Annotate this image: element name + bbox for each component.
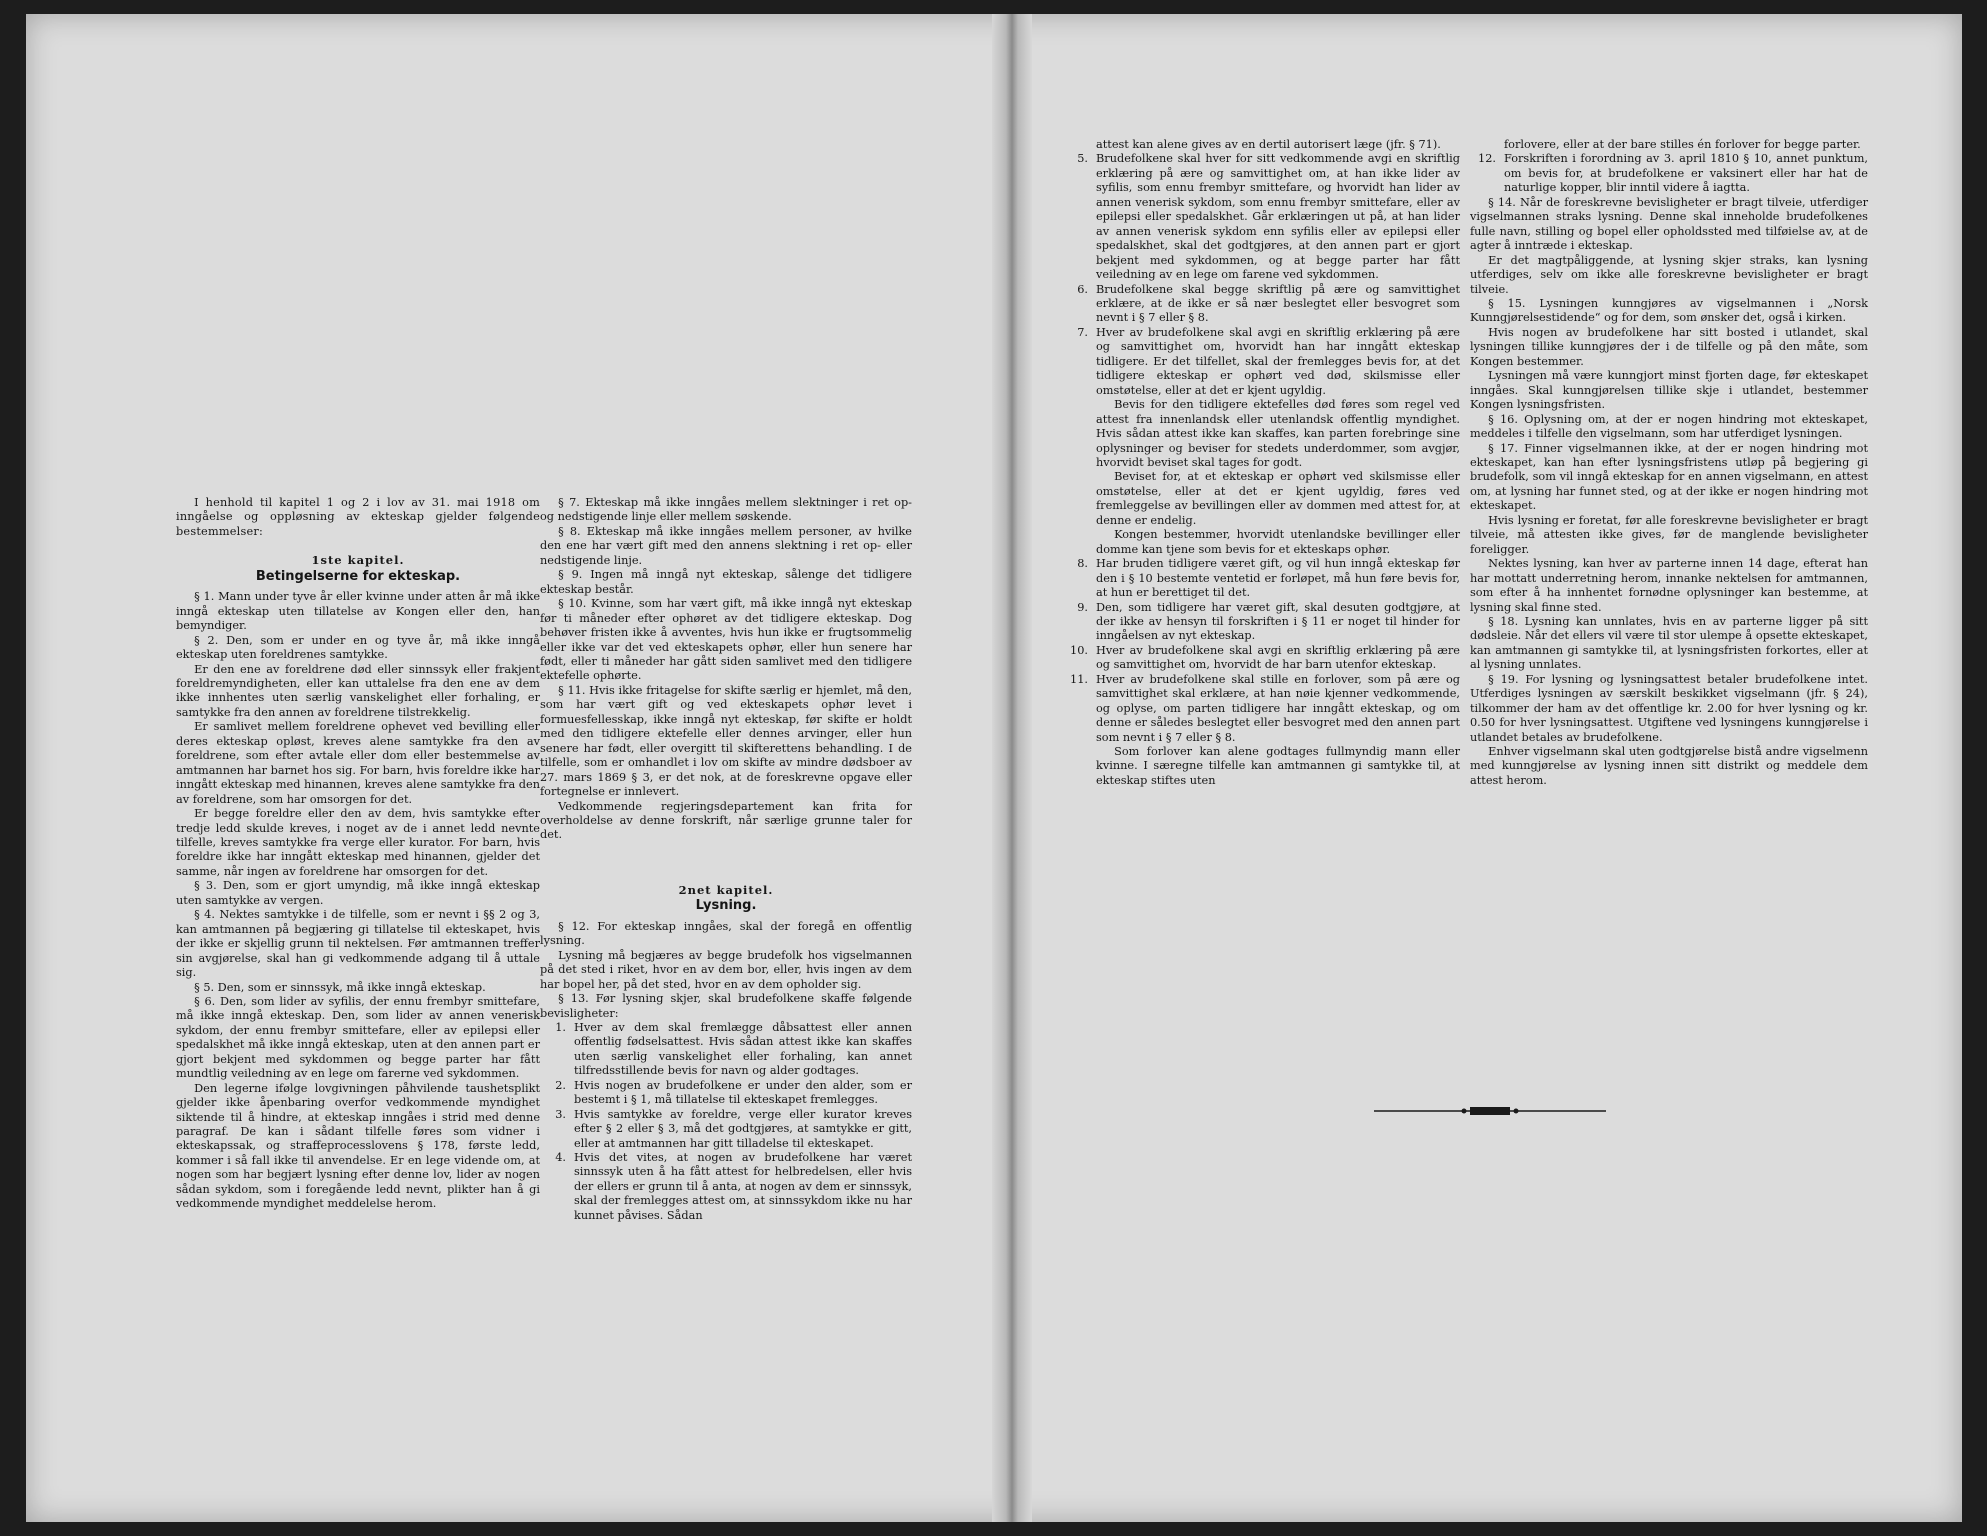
paragraph: Hvis nogen av brudefolkene har sitt bosted i utlandet, skal lysningen tillike kunngjøres der i de tilfelle og på den måte, som Kongen bestemmer. xyxy=(1470,325,1868,368)
paragraph: § 3. Den, som er gjort umyndig, må ikke inngå ekteskap uten samtykke av vergen. xyxy=(176,879,540,907)
paragraph: § 5. Den, som er sinnssyk, må ikke inngå ekteskap. xyxy=(194,980,486,994)
list-text: Hvis nogen av brudefolkene er under den alder, som er bestemt i § 1, må tillatelse til ekteskapet fremlegges. xyxy=(574,1078,912,1107)
book-gutter xyxy=(992,14,1032,1522)
left-page-column-2 xyxy=(540,496,912,1223)
paragraph: § 1. Mann under tyve år eller kvinne under atten år må ikke inngå ekteskap uten tillatelse av Kongen eller den, han bemyndiger. xyxy=(176,590,540,633)
list-number: 3. xyxy=(555,1107,566,1121)
list-number: 6. xyxy=(1077,282,1088,296)
list-item xyxy=(1062,283,1460,326)
list-text: Hver av brudefolkene skal stille en forlover, som på ære og samvittighet skal erklære, at han nøie kjenner vedkommende, og oplyse, om parten tidligere har inngått ekteskap, og om denne er således beslegtet eller besvogret med den annen part som nevnt i § 7 eller § 8. xyxy=(1096,672,1460,744)
paragraph: Hvis lysning er foretat, før alle foreskrevne bevisligheter er bragt tilveie, må attesten ikke gives, før de manglende bevisligheter foreligger. xyxy=(1470,513,1868,556)
list-item xyxy=(1062,398,1460,470)
list-text: Hver av dem skal fremlægge dåbsattest eller annen offentlig fødselsattest. Hvis sådan attest ikke kan skaffes uten særlig vanskelighet eller forhaling, kan annet tilfredsstillende bevis for navn og alder godtages. xyxy=(574,1020,912,1078)
list-text: Bevis for den tidligere ektefelles død føres som regel ved attest fra innenlandsk eller utenlandsk offentlig myndighet. Hvis sådan attest ikke kan skaffes, kan parten forebringe sine oplysninger og beviser for stedets underdommer, som avgjør, hvorvidt beviset skal tages for godt. xyxy=(1096,398,1460,469)
list-number: 11. xyxy=(1070,672,1088,686)
list-text: Hver av brudefolkene skal avgi en skriftlig erklæring på ære og samvittighet om, hvorvidt han har inngått ekteskap tidligere. Er det tilfellet, skal der fremlegges bevis for, at det tidligere ekteskap er ophørt ved død, skilsmisse eller omstøtelse, eller at det er kjent ugyldig. xyxy=(1096,325,1460,397)
paragraph: Lysning må begjæres av begge brudefolk hos vigselmannen på det sted i riket, hvor en av dem bor, eller, hvis ingen av dem har bopel her, på det sted, hvor en av dem opholder sig. xyxy=(540,948,912,991)
list-item xyxy=(1062,601,1460,644)
list-number: 8. xyxy=(1077,557,1088,571)
list-item xyxy=(540,1021,912,1079)
paragraph: § 7. Ekteskap må ikke inngåes mellem slektninger i ret op- og nedstigende linje eller mellem søskende. xyxy=(540,496,912,524)
list-number: 9. xyxy=(1077,600,1088,614)
paragraph: § 18. Lysning kan unnlates, hvis en av parterne ligger på sitt dødsleie. Når det ellers vil være til stor ulempe å opsette ekteskapet, kan amtmannen gi samtykke til, at lysningsfristen forkortes, eller at al lysning unnlates. xyxy=(1470,614,1868,672)
list-item xyxy=(1062,557,1460,600)
paragraph: attest kan alene gives av en dertil autorisert læge (jfr. § 71). xyxy=(1096,138,1441,151)
paragraph: § 16. Oplysning om, at der er nogen hindring mot ekteskapet, meddeles i tilfelle den vigselmann, som har utferdiget lysningen. xyxy=(1470,412,1868,441)
paragraph: § 13. Før lysning skjer, skal brudefolkene skaffe følgende bevisligheter: xyxy=(540,992,912,1020)
paragraph: Er samlivet mellem foreldrene ophevet ved bevilling eller deres ekteskap opløst, kreves alene samtykke fra den av foreldrene, som efter avtale eller dom eller bestemmelse av amtmannen har barnet hos sig. For barn, hvis foreldre ikke har inngått ekteskap med hinannen, kreves alene samtykke fra den av foreldrene, som har omsorgen for det. xyxy=(176,720,540,806)
paragraph: § 15. Lysningen kunngjøres av vigselmannen i „Norsk Kunngjørelsestidende“ og for dem, som ønsker det, også i kirken. xyxy=(1470,296,1868,325)
list-number: 5. xyxy=(1077,152,1088,166)
list-number: 1. xyxy=(555,1020,566,1034)
list-text: Kongen bestemmer, hvorvidt utenlandske bevillinger eller domme kan tjene som bevis for et ekteskaps ophør. xyxy=(1096,528,1460,556)
list-text: Har bruden tidligere været gift, og vil hun inngå ekteskap før den i § 10 bestemte ventetid er forløpet, må hun føre bevis for, at hun er berettiget til det. xyxy=(1096,557,1460,600)
list-number: 7. xyxy=(1077,325,1088,339)
ornament-divider xyxy=(1374,1104,1606,1118)
list-item xyxy=(1062,528,1460,557)
paragraph: § 10. Kvinne, som har vært gift, må ikke inngå nyt ekteskap før ti måneder efter ophøret av det tidligere ekteskap. Dog behøver fristen ikke å avventes, hvis hun ikke er frugtsommelig eller ikke var det ved ekteskapets ophør, eller hun senere har født, eller ti måneder har gått siden samlivet med den tidligere ektefelle ophørte. xyxy=(540,597,912,683)
paragraph: § 8. Ekteskap må ikke inngåes mellem personer, av hvilke den ene har vært gift med den annens slektning i ret op- eller nedstigende linje. xyxy=(540,524,912,567)
list-number: 12. xyxy=(1478,152,1496,166)
list-number xyxy=(1062,745,1096,788)
intro-paragraph: I henhold til kapitel 1 og 2 i lov av 31. mai 1918 om inngåelse og oppløsning av ekteskap gjelder følgende bestemmelser: xyxy=(176,496,540,538)
paragraph: Er begge foreldre eller den av dem, hvis samtykke efter tredje ledd skulde kreves, i noget av de i annet ledd nevnte tilfelle, kreves samtykke fra verge eller kurator. For barn, hvis foreldre ikke har inngått ekteskap med hinannen, gjelder det samme, når ingen av foreldrene har omsorgen for det. xyxy=(176,807,540,878)
paragraph: § 11. Hvis ikke fritagelse for skifte særlig er hjemlet, må den, som har vært gift og ved ekteskapets ophør levet i formuesfellesskap, ikke inngå nyt ekteskap, før skifte er holdt med den tidligere ektefelle eller dennes arvinger, eller hun senere har født, eller overgitt til skifterettens behandling. I de tilfelle, som er omhandlet i lov om skifte av mindre dødsboer av 27. mars 1869 § 3, er det nok, at de foreskrevne opgave eller fortegnelse er innlevert. xyxy=(540,683,912,799)
paragraph: § 12. For ekteskap inngåes, skal der foregå en offentlig lysning. xyxy=(540,919,912,948)
paragraph: § 9. Ingen må inngå nyt ekteskap, sålenge det tidligere ekteskap består. xyxy=(540,568,912,596)
list-item xyxy=(1062,745,1460,788)
list-number: 10. xyxy=(1070,643,1088,657)
list-text: Beviset for, at et ekteskap er ophørt ved skilsmisse eller omstøtelse, eller at det er kjent ugyldig, føres ved fremleggelse av bevillingen eller av dommen med attest for, at denne er endelig. xyxy=(1096,470,1460,527)
list-item xyxy=(1062,673,1460,745)
list-text: Forskriften i forordning av 3. april 1810 § 10, annet punktum, om bevis for, at brudefolkene er vaksinert eller har hat de naturlige kopper, blir inntil videre å iagtta. xyxy=(1504,152,1868,195)
paragraph: § 14. Når de foreskrevne bevisligheter er bragt tilveie, utferdiger vigselmannen straks lysning. Denne skal inneholde brudefolkenes fulle navn, stilling og bopel eller opholdssted med tilføielse av, at de agter å inntræde i ekteskap. xyxy=(1470,195,1868,253)
list-item xyxy=(1062,644,1460,673)
list-number: 2. xyxy=(555,1078,566,1092)
paragraph: Er den ene av foreldrene død eller sinnssyk eller frakjent foreldremyndigheten, eller kan uttalelse fra den ene av dem ikke innhentes uten særlig vanskelighet eller forhaling, er samtykke fra den annen av foreldrene tilstrekkelig. xyxy=(176,662,540,719)
paragraph: Den legerne ifølge lovgivningen påhvilende taushetsplikt gjelder ikke åpenbaring overfor vedkommende myndighet siktende til å hindre, at ekteskap inngåes i strid med denne paragraf. De kan i sådant tilfelle føres som vidner i ekteskapssak, og straffeprocesslovens § 178, første ledd, kommer i så fall ikke til anvendelse. Er en lege vidende om, at nogen som har begjært lysning efter denne lov, lider av nogen sådan sykdom, som i foregående ledd nevnt, plikter han å gi vedkommende myndighet meddelelse herom. xyxy=(176,1081,540,1211)
paragraph: Vedkommende regjeringsdepartement kan frita for overholdelse av denne forskrift, når særlige grunne taler for det. xyxy=(540,799,912,842)
list-number xyxy=(1062,528,1096,557)
chapter-2-label: 2net kapitel. xyxy=(678,882,774,897)
paragraph: § 19. For lysning og lysningsattest betaler brudefolkene intet. Utferdiges lysningen av særskilt beskikket vigselmann (jfr. § 24), tilkommer der ham av det offentlige kr. 2.00 for hver lysning og kr. 0.50 for hver lysningsattest. Utgiftene ved lysningens kunngjørelse i utlandet betales av brudefolkene. xyxy=(1470,672,1868,744)
book-spread xyxy=(26,14,1962,1522)
list-text: Hvis samtykke av foreldre, verge eller kurator kreves efter § 2 eller § 3, må det godtgjøres, at samtykke er gitt, eller at amtmannen har gitt tilladelse til ekteskapet. xyxy=(574,1107,912,1150)
chapter-1-label: 1ste kapitel. xyxy=(311,553,405,568)
list-text: Den, som tidligere har været gift, skal desuten godtgjøre, at der ikke av hensyn til forskriften i § 11 er noget til hinder for inngåelsen av nyt ekteskap. xyxy=(1096,600,1460,643)
list-item xyxy=(1062,470,1460,528)
list-number xyxy=(1062,470,1096,528)
right-page-column-2 xyxy=(1470,138,1868,788)
chapter-1-title: Betingelserne for ekteskap. xyxy=(255,568,461,584)
paragraph: § 2. Den, som er under en og tyve år, må ikke inngå ekteskap uten foreldrenes samtykke. xyxy=(176,633,540,662)
paragraph: § 4. Nektes samtykke i de tilfelle, som er nevnt i §§ 2 og 3, kan amtmannen på begjæring gi tillatelse til ekteskapet, hvis der ikke er skjellig grunn til nektelsen. Før amtmannen treffer sin avgjørelse, skal han gi vedkommende adgang til å uttale sig. xyxy=(176,908,540,980)
left-page-column-1 xyxy=(176,496,540,1212)
paragraph: forlovere, eller at der bare stilles én forlover for begge parter. xyxy=(1504,138,1861,151)
list-item xyxy=(1470,152,1868,195)
paragraph: § 6. Den, som lider av syfilis, der ennu frembyr smittefare, må ikke inngå ekteskap. Den, som lider av annen venerisk sykdom, der ennu frembyr smittefare, eller av epilepsi eller spedalskhet må ikke inngå ekteskap, uten at den annen part er gjort bekjent med sykdommen og begge parter har fått mundtlig veiledning av en lege om farerne ved sykdommen. xyxy=(176,994,540,1081)
list-text: Hver av brudefolkene skal avgi en skriftlig erklæring på ære og samvittighet om, hvorvidt de har barn utenfor ekteskap. xyxy=(1096,643,1460,672)
list-item xyxy=(540,1108,912,1151)
paragraph: Enhver vigselmann skal uten godtgjørelse bistå andre vigselmenn med kunngjørelse av lysning innen sitt distrikt og meddele dem attest herom. xyxy=(1470,745,1868,787)
list-item xyxy=(1062,326,1460,398)
chapter-2-title: Lysning. xyxy=(695,898,757,914)
list-text: Som forlover kan alene godtages fullmyndig mann eller kvinne. I særegne tilfelle kan amtmannen gi samtykke til, at ekteskap stiftes uten xyxy=(1096,745,1460,787)
list-number: 4. xyxy=(555,1151,566,1165)
paragraph: Lysningen må være kunngjort minst fjorten dage, før ekteskapet inngåes. Skal kunngjørelsen tillike skje i utlandet, bestemmer Kongen lysningsfristen. xyxy=(1470,369,1868,412)
list-text: Hvis det vites, at nogen av brudefolkene har været sinnssyk uten å ha fått attest for helbredelsen, eller hvis der ellers er grunn til å anta, at nogen av dem er sinnssyk, skal der fremlegges attest om, at sinnssykdom ikke nu har kunnet påvises. Sådan xyxy=(574,1151,912,1222)
list-text: Brudefolkene skal begge skriftlig på ære og samvittighet erklære, at de ikke er så nær beslegtet eller besvogret som nevnt i § 7 eller § 8. xyxy=(1096,282,1460,325)
paragraph: Er det magtpåliggende, at lysning skjer straks, kan lysning utferdiges, selv om ikke alle foreskrevne bevisligheter er bragt tilveie. xyxy=(1470,253,1868,296)
right-page-column-1 xyxy=(1062,138,1460,788)
list-item xyxy=(540,1151,912,1223)
list-number xyxy=(1062,398,1096,470)
paragraph: Nektes lysning, kan hver av parterne innen 14 dage, efterat han har mottatt underretning herom, innanke nektelsen for amtmannen, som efter å ha innhentet fornødne oplysninger kan bestemme, at lysning skal finne sted. xyxy=(1470,557,1868,614)
list-item xyxy=(1062,152,1460,282)
paragraph: § 17. Finner vigselmannen ikke, at der er nogen hindring mot ekteskapet, kan han efter lysningsfristens utløp på begjering gi brudefolk, som vil inngå ekteskap for en annen vigselmann, en attest om, at lysning har funnet sted, og at der ikke er nogen hindring mot ekteskapet. xyxy=(1470,441,1868,513)
list-item xyxy=(540,1079,912,1108)
list-text: Brudefolkene skal hver for sitt vedkommende avgi en skriftlig erklæring på ære og samvittighet om, at han ikke lider av syfilis, som ennu frembyr smittefare, og hvorvidt han lider av annen venerisk sykdom, som ennu frembyr smittefare, eller av epilepsi eller spedalskhet. Går erklæringen ut på, at han lider av annen venerisk sykdom enn syfilis eller av epilepsi eller spedalskhet, skal det godtgjøres, at den annen part er gjort bekjent med sykdommen, og at begge parter har fått veiledning av en lege om farene ved sykdommen. xyxy=(1096,152,1460,282)
